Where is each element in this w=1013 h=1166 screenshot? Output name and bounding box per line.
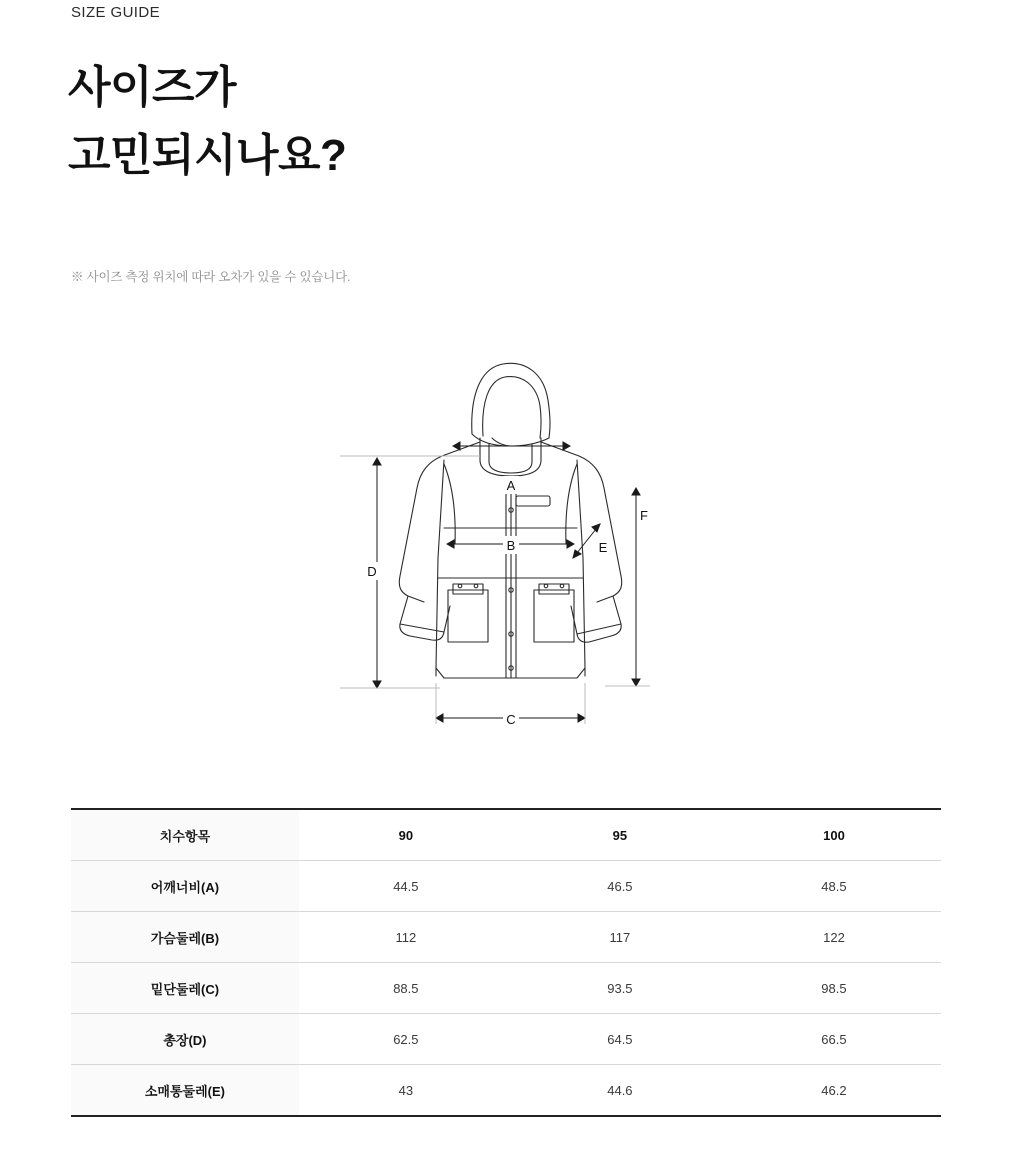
column-header-measure: 치수항목 (71, 809, 299, 861)
table-row (71, 963, 941, 1014)
size-table (71, 808, 941, 1117)
cell-length-95: 64.5 (513, 1014, 727, 1065)
page-title-line-1: 사이즈가 (68, 63, 237, 112)
cell-shoulder-95: 46.5 (513, 861, 727, 912)
label-a: A (506, 478, 516, 493)
cell-hem-95: 93.5 (513, 963, 727, 1014)
row-label-sleeve: 소매통둘레(E) (71, 1065, 299, 1117)
column-header-100: 100 (727, 809, 941, 861)
page-eyebrow: SIZE GUIDE (71, 4, 161, 21)
row-label-chest: 가슴둘레(B) (71, 912, 299, 963)
row-label-hem: 밑단둘레(C) (71, 963, 299, 1014)
label-c: C (506, 712, 516, 727)
row-label-length: 총장(D) (71, 1014, 299, 1065)
cell-sleeve-90: 43 (299, 1065, 513, 1117)
table-row (71, 1014, 941, 1065)
label-e: E (598, 540, 608, 555)
column-header-95: 95 (513, 809, 727, 861)
table-row (71, 912, 941, 963)
row-label-shoulder: 어깨너비(A) (71, 861, 299, 912)
cell-chest-100: 122 (727, 912, 941, 963)
table-row (71, 1065, 941, 1117)
cell-shoulder-90: 44.5 (299, 861, 513, 912)
table-header-row (71, 809, 941, 861)
measurement-disclaimer: ※ 사이즈 측정 위치에 따라 오차가 있을 수 있습니다. (71, 270, 351, 284)
cell-sleeve-95: 44.6 (513, 1065, 727, 1117)
label-f: F (640, 508, 648, 523)
cell-sleeve-100: 46.2 (727, 1065, 941, 1117)
table-row (71, 861, 941, 912)
cell-hem-90: 88.5 (299, 963, 513, 1014)
cell-chest-90: 112 (299, 912, 513, 963)
page-title (68, 54, 346, 190)
column-header-90: 90 (299, 809, 513, 861)
cell-hem-100: 98.5 (727, 963, 941, 1014)
size-table-head (71, 809, 941, 861)
size-table-body (71, 861, 941, 1117)
cell-shoulder-100: 48.5 (727, 861, 941, 912)
label-d: D (367, 564, 377, 579)
cell-length-90: 62.5 (299, 1014, 513, 1065)
label-b: B (506, 538, 516, 553)
page-title-line-2: 고민되시나요? (68, 131, 347, 181)
cell-chest-95: 117 (513, 912, 727, 963)
jacket-diagram (320, 338, 710, 748)
cell-length-100: 66.5 (727, 1014, 941, 1065)
